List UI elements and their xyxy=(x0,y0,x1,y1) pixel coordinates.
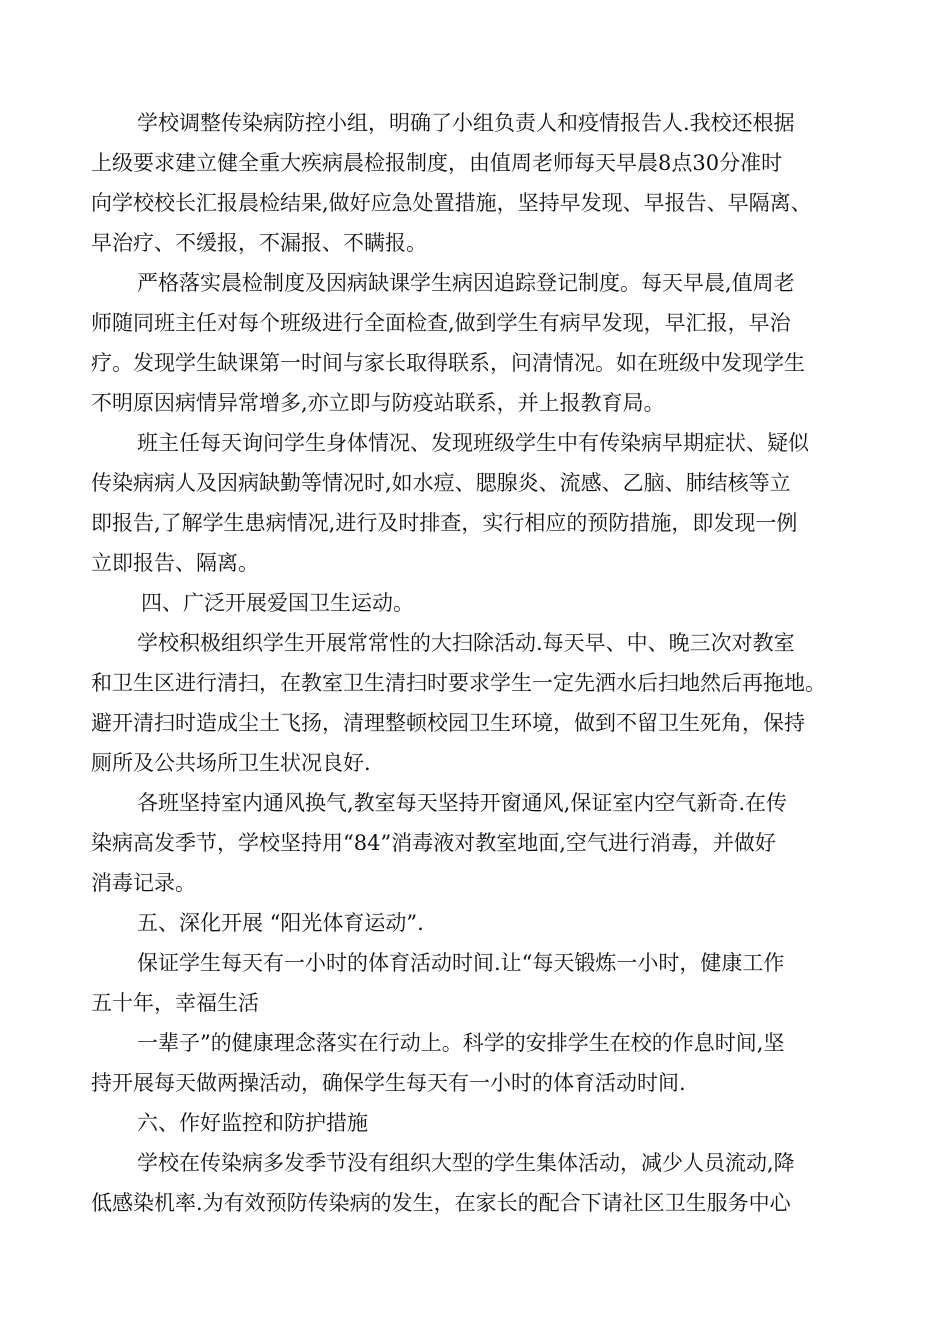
text-line: 早治疗、不缓报，不漏报、不瞒报。 xyxy=(91,231,427,255)
text-line: 即报告,了解学生患病情况,进行及时排查，实行相应的预防措施，即发现一例 xyxy=(91,511,798,535)
text-line: 五十年，幸福生活 xyxy=(91,991,259,1015)
text-line: 学校调整传染病防控小组，明确了小组负责人和疫情报告人.我校还根据 xyxy=(137,111,795,135)
text-line: 低感染机率.为有效预防传染病的发生，在家长的配合下请社区卫生服务中心 xyxy=(91,1191,791,1215)
text-line: 持开展每天做两操活动，确保学生每天有一小时的体育活动时间. xyxy=(91,1071,686,1095)
text-line: 学校积极组织学生开展常常性的大扫除活动.每天早、中、晚三次对教室 xyxy=(137,631,795,655)
text-line: 一辈子”的健康理念落实在行动上。科学的安排学生在校的作息时间,坚 xyxy=(137,1031,785,1055)
section-heading: 六、作好监控和防护措施 xyxy=(137,1111,368,1135)
text-line: 疗。发现学生缺课第一时间与家长取得联系，问清情况。如在班级中发现学生 xyxy=(91,351,805,375)
text-line: 各班坚持室内通风换气,教室每天坚持开窗通风,保证室内空气新奇.在传 xyxy=(137,791,788,815)
text-line: 向学校校长汇报晨检结果,做好应急处置措施，坚持早发现、早报告、早隔离、 xyxy=(91,191,812,215)
text-line: 染病高发季节，学校坚持用“84”消毒液对教室地面,空气进行消毒，并做好 xyxy=(91,831,776,855)
text-line: 不明原因病情异常增多,亦立即与防疫站联系，并上报教育局。 xyxy=(91,391,665,415)
section-heading: 四、广泛开展爱国卫生运动。 xyxy=(141,591,414,615)
text-line: 和卫生区进行清扫，在教室卫生清扫时要求学生一定先洒水后扫地然后再拖地。 xyxy=(91,671,826,695)
text-line: 师随同班主任对每个班级进行全面检查,做到学生有病早发现，早汇报，早治 xyxy=(91,311,791,335)
text-line: 厕所及公共场所卫生状况良好. xyxy=(91,751,371,775)
text-line: 避开清扫时造成尘土飞扬，清理整顿校园卫生环境，做到不留卫生死角，保持 xyxy=(91,711,805,735)
text-line: 上级要求建立健全重大疾病晨检报制度，由值周老师每天早晨8点30分准时 xyxy=(91,151,783,175)
text-line: 立即报告、隔离。 xyxy=(91,551,259,575)
text-line: 保证学生每天有一小时的体育活动时间.让“每天锻炼一小时，健康工作 xyxy=(137,951,785,975)
text-line: 严格落实晨检制度及因病缺课学生病因追踪登记制度。每天早晨,值周老 xyxy=(137,271,795,295)
section-heading: 五、深化开展 “阳光体育运动”. xyxy=(137,911,424,935)
text-line: 学校在传染病多发季节没有组织大型的学生集体活动，减少人员流动,降 xyxy=(137,1151,795,1175)
text-line: 传染病病人及因病缺勤等情况时,如水痘、腮腺炎、流感、乙脑、肺结核等立 xyxy=(91,471,791,495)
text-line: 班主任每天询问学生身体情况、发现班级学生中有传染病早期症状、疑似 xyxy=(137,431,809,455)
text-line: 消毒记录。 xyxy=(91,871,196,895)
